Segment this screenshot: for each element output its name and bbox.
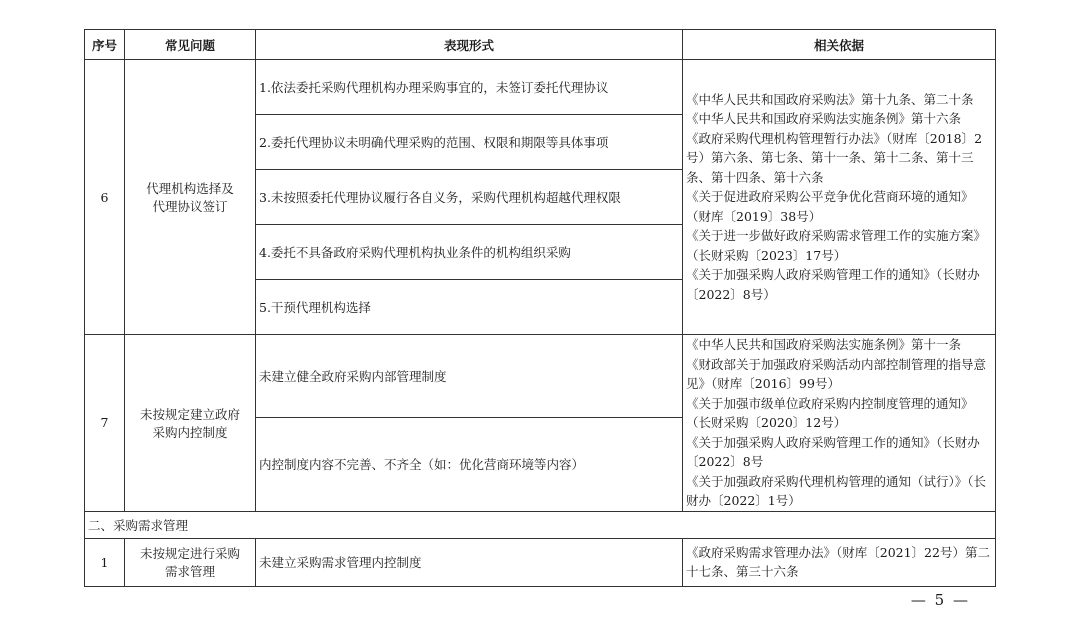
row-issue: 未按规定建立政府采购内控制度 — [125, 335, 256, 512]
row-basis: 《政府采购需求管理办法》（财库〔2021〕22号）第二十七条、第三十六条 — [683, 538, 996, 586]
table-row — [85, 60, 996, 115]
header-form: 表现形式 — [256, 30, 683, 60]
header-issue: 常见问题 — [125, 30, 256, 60]
row-form: 3.未按照委托代理协议履行各自义务，采购代理机构超越代理权限 — [256, 170, 683, 225]
table-header-row — [85, 30, 996, 60]
basis-item: 《关于加强政府采购代理机构管理的通知（试行）》（长财办〔2022〕1号） — [686, 473, 987, 508]
row-form: 5.干预代理机构选择 — [256, 280, 683, 335]
row-no: 6 — [85, 60, 125, 335]
row-form: 内控制度内容不完善、不齐全（如：优化营商环境等内容） — [256, 418, 683, 511]
row-form: 4.委托不具备政府采购代理机构执业条件的机构组织采购 — [256, 225, 683, 280]
basis-item: 《关于加强采购人政府采购管理工作的通知》（长财办〔2022〕8号） — [686, 267, 980, 302]
basis-item: 《财政部关于加强政府采购活动内部控制管理的指导意见》（财库〔2016〕99号） — [686, 356, 987, 391]
basis-item: 《中华人民共和国政府采购法实施条例》第十六条 — [686, 111, 962, 127]
regulation-table — [84, 29, 996, 587]
row-form: 未建立健全政府采购内部管理制度 — [256, 335, 683, 418]
page-number: — 5 — — [910, 591, 970, 609]
row-form: 1.依法委托采购代理机构办理采购事宜的，未签订委托代理协议 — [256, 60, 683, 115]
basis-item: 《关于加强市级单位政府采购内控制度管理的通知》（长财采购〔2020〕12号） — [686, 395, 974, 430]
table-row — [85, 538, 996, 586]
basis-item: 《中华人民共和国政府采购法》第十九条、第二十条 — [686, 91, 974, 107]
header-no: 序号 — [85, 30, 125, 60]
section-title: 二、采购需求管理 — [85, 511, 996, 538]
row-form: 未建立采购需求管理内控制度 — [256, 538, 683, 586]
row-issue: 代理机构选择及代理协议签订 — [125, 60, 256, 335]
section-row — [85, 511, 996, 538]
row-no: 7 — [85, 335, 125, 512]
basis-item: 《政府采购代理机构管理暂行办法》（财库〔2018〕2号）第六条、第七条、第十一条、第十二条、第十三条、第十四条、第十六条 — [686, 130, 983, 185]
basis-item: 《关于促进政府采购公平竞争优化营商环境的通知》（财库〔2019〕38号） — [686, 189, 974, 224]
header-basis: 相关依据 — [683, 30, 996, 60]
basis-item: 《中华人民共和国政府采购法实施条例》第十一条 — [686, 337, 962, 352]
row-no: 1 — [85, 538, 125, 586]
basis-item: 《关于进一步做好政府采购需求管理工作的实施方案》（长财采购〔2023〕17号） — [686, 228, 987, 263]
row-basis — [683, 60, 996, 335]
row-basis — [683, 335, 996, 512]
basis-item: 《关于加强采购人政府采购管理工作的通知》（长财办〔2022〕8号 — [686, 434, 980, 469]
row-form: 2.委托代理协议未明确代理采购的范围、权限和期限等具体事项 — [256, 115, 683, 170]
table-row — [85, 335, 996, 418]
row-issue: 未按规定进行采购需求管理 — [125, 538, 256, 586]
